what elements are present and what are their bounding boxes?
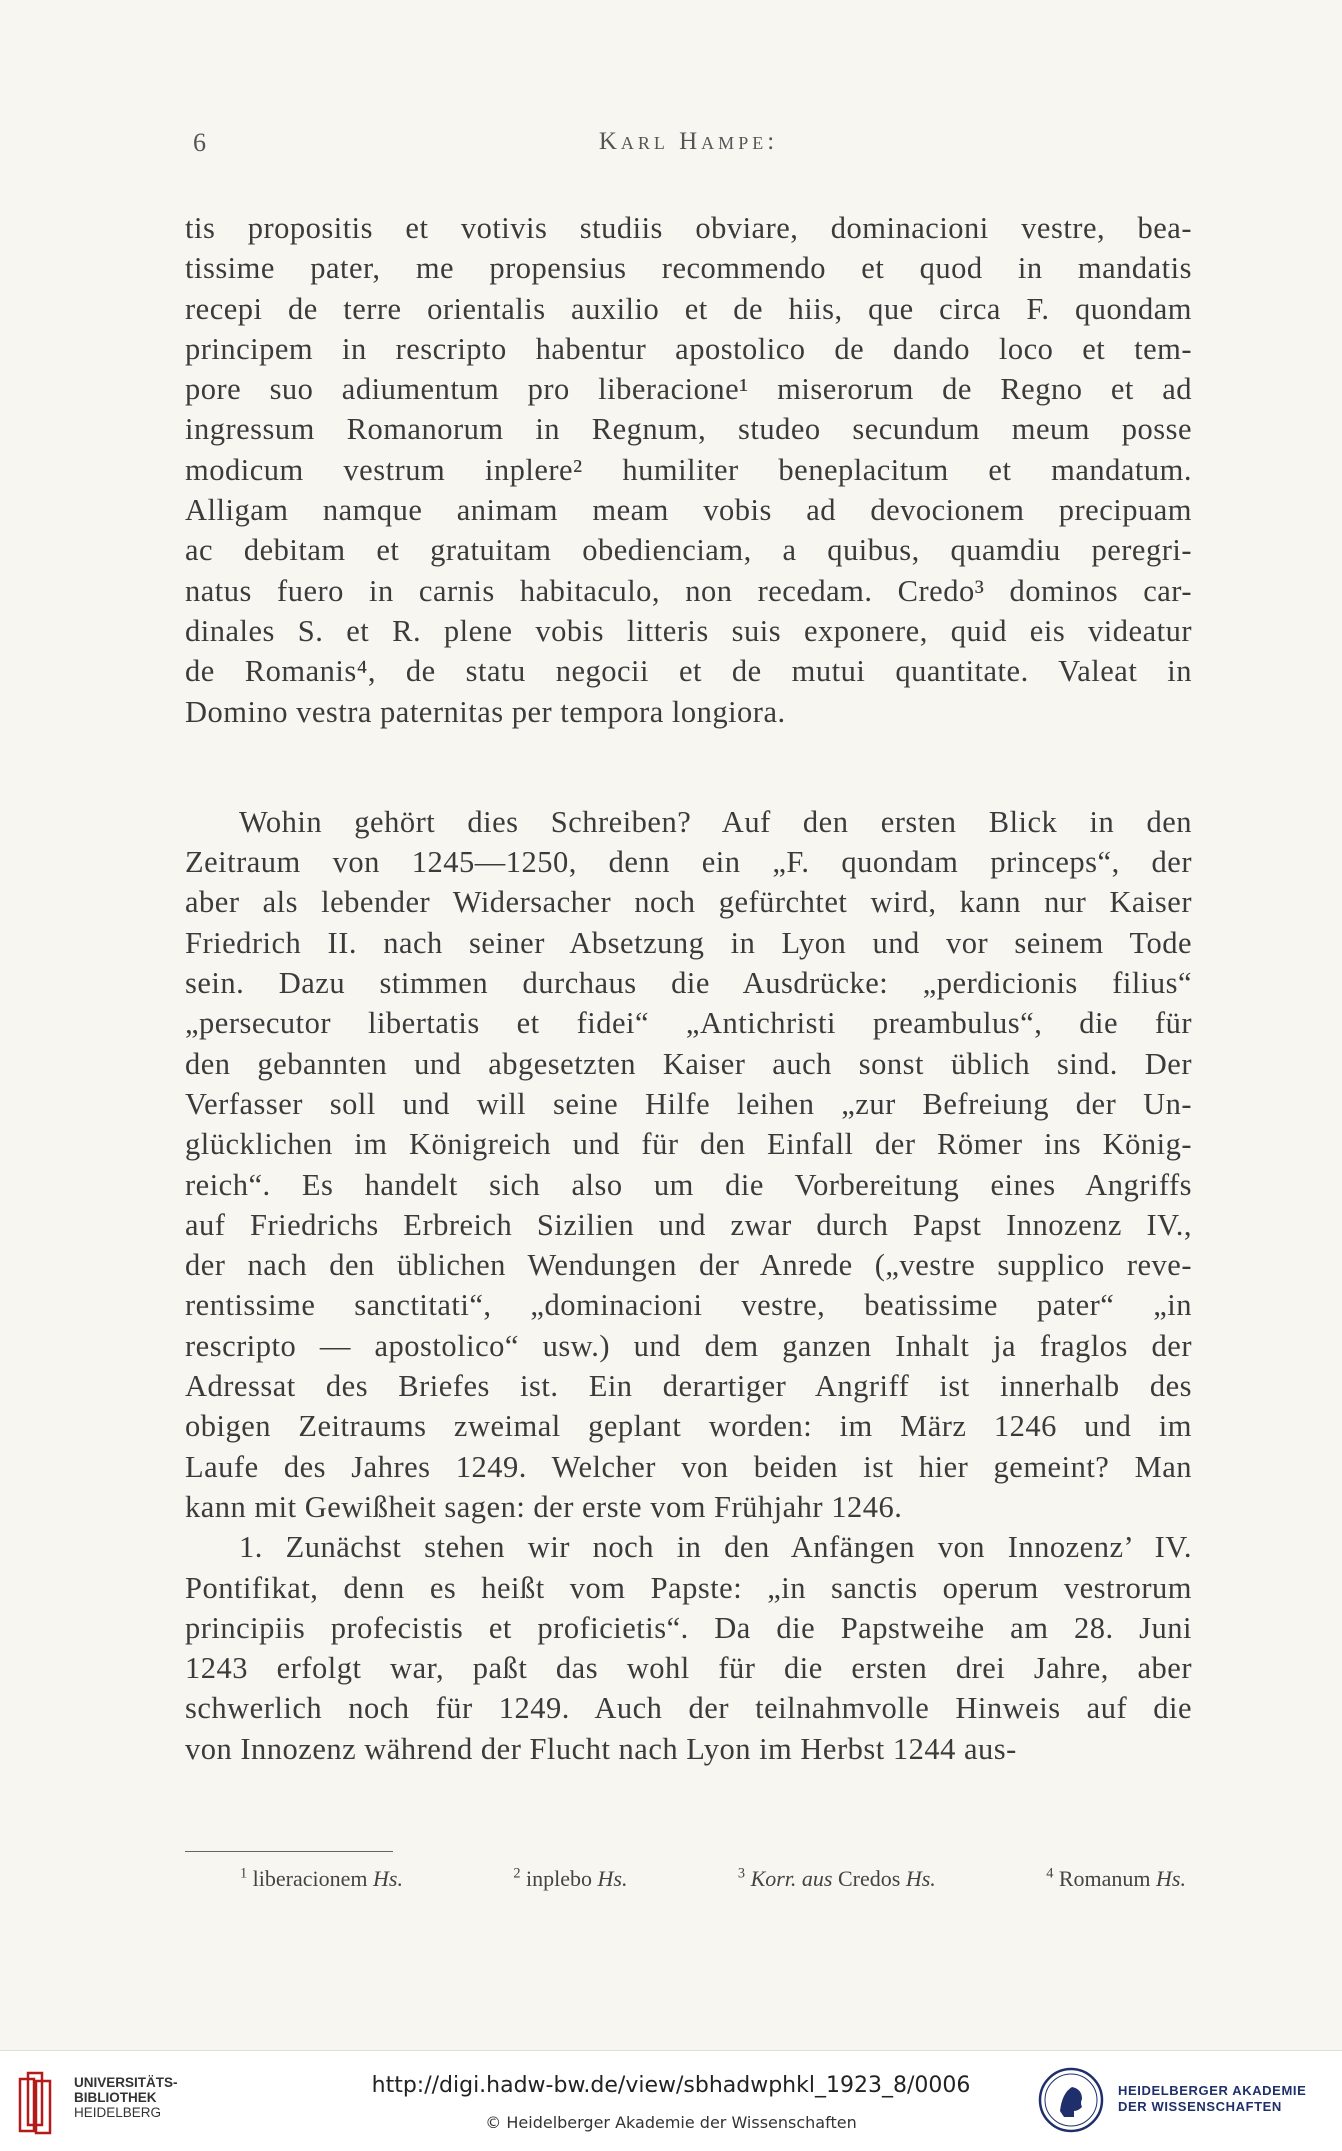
text-line: obigen Zeitraums zweimal geplant worden: im März 1246 und im [185, 1409, 1192, 1444]
text-line: sein. Dazu stimmen durchaus die Ausdrücke: „perdicionis filius“ [185, 966, 1192, 1001]
page-number: 6 [193, 128, 207, 157]
academy-seal-icon [1038, 2067, 1104, 2133]
text-line: der nach den üblichen Wendungen der Anrede („vestre supplico reve- [185, 1248, 1192, 1283]
footnote-3: $^3$ Korr. aus Credos Hs. [737, 1865, 936, 1891]
running-title: Karl Hampe: [598, 128, 779, 155]
page-body [185, 208, 1192, 1769]
footnote-rule [185, 1851, 393, 1852]
text-line: Alligam namque animam meam vobis ad devocionem precipuam [185, 493, 1192, 528]
commentary-paragraph [185, 802, 1192, 1527]
text-line: recepi de terre orientalis auxilio et de hiis, que circa F. quondam [185, 291, 1192, 326]
text-line: Pontifikat, denn es heißt vom Papste: „in sanctis operum vestrorum [185, 1570, 1192, 1605]
text-line: de Romanis⁴, de statu negocii et de mutui quantitate. Valeat in [185, 654, 1192, 689]
footnote-4: $^4$ Romanum Hs. [1046, 1865, 1186, 1891]
text-line: Domino vestra paternitas per tempora longiora. [185, 694, 786, 729]
text-line: pore suo adiumentum pro liberacione¹ miserorum de Regno et ad [185, 372, 1192, 407]
text-line: ac debitam et gratuitam obedienciam, a quibus, quamdiu peregri- [185, 533, 1192, 568]
latin-letter-paragraph [185, 208, 1192, 732]
text-line: Adressat des Briefes ist. Ein derartiger Angriff ist innerhalb des [185, 1369, 1192, 1404]
text-line: principiis profecistis et proficietis“. Da die Papstweihe am 28. Juni [185, 1610, 1192, 1645]
text-line: kann mit Gewißheit sagen: der erste vom Frühjahr 1246. [185, 1489, 903, 1524]
text-line: natus fuero in carnis habitaculo, non recedam. Credo³ dominos car- [185, 573, 1192, 608]
text-line: schwerlich noch für 1249. Auch der teilnahmvolle Hinweis auf die [185, 1691, 1192, 1726]
text-line: rescripto — apostolico“ usw.) und dem ganzen Inhalt ja fraglos der [185, 1328, 1192, 1363]
page-header [185, 128, 1192, 168]
text-line: dinales S. et R. plene vobis litteris suis exponere, quid eis videatur [185, 613, 1192, 648]
viewer-footer [0, 2050, 1342, 2151]
text-line: „persecutor libertatis et fidei“ „Antichristi preambulus“, die für [185, 1006, 1192, 1041]
text-line: Friedrich II. nach seiner Absetzung in Lyon und vor seinem Tode [185, 925, 1192, 960]
text-line: von Innozenz während der Flucht nach Lyon im Herbst 1244 aus- [185, 1731, 1017, 1766]
academy-name: HEIDELBERGER AKADEMIE DER WISSENSCHAFTEN [1118, 2083, 1307, 2114]
text-line: glücklichen im Königreich und für den Einfall der Römer ins König- [185, 1127, 1192, 1162]
footnote-1: $^1$ liberacionem Hs. [240, 1865, 403, 1891]
library-name: UNIVERSITÄTS- BIBLIOTHEK HEIDELBERG [74, 2075, 178, 2120]
numbered-argument-paragraph [185, 1527, 1192, 1769]
text-line: Wohin gehört dies Schreiben? Auf den ersten Blick in den [239, 804, 1192, 839]
text-line: auf Friedrichs Erbreich Sizilien und zwar durch Papst Innozenz IV., [185, 1207, 1192, 1242]
text-line: ingressum Romanorum in Regnum, studeo secundum meum posse [185, 412, 1192, 447]
text-line: tissime pater, me propensius recommendo et quod in mandatis [185, 251, 1192, 286]
footnote-2: $^2$ inplebo Hs. [513, 1865, 628, 1891]
footnotes [185, 1866, 1192, 1892]
text-line: 1243 erfolgt war, paßt das wohl für die ersten drei Jahre, aber [185, 1651, 1192, 1686]
text-line: principem in rescripto habentur apostolico de dando loco et tem- [185, 331, 1192, 366]
text-line: Zeitraum von 1245—1250, denn ein „F. quondam princeps“, der [185, 845, 1192, 880]
text-line: reich“. Es handelt sich also um die Vorbereitung eines Angriffs [185, 1167, 1192, 1202]
text-line: Verfasser soll und will seine Hilfe leihen „zur Befreiung der Un- [185, 1086, 1192, 1121]
text-line: tis propositis et votivis studiis obviare, dominacioni vestre, bea- [185, 211, 1192, 245]
text-line: modicum vestrum inplere² humiliter beneplacitum et mandatum. [185, 452, 1192, 487]
copyright-notice: © Heidelberger Akademie der Wissenschaften [485, 2113, 857, 2132]
text-line: aber als lebender Widersacher noch gefürchtet wird, kann nur Kaiser [185, 885, 1192, 920]
permalink-url[interactable]: http://digi.hadw-bw.de/view/sbhadwphkl_1923_8/0006 [371, 2073, 971, 2098]
text-line: 1. Zunächst stehen wir noch in den Anfängen von Innozenz’ IV. [239, 1530, 1192, 1565]
text-line: rentissime sanctitati“, „dominacioni vestre, beatissime pater“ „in [185, 1288, 1192, 1323]
text-line: Laufe des Jahres 1249. Welcher von beiden ist hier gemeint? Man [185, 1449, 1192, 1484]
text-line: den gebannten und abgesetzten Kaiser auch sonst üblich sind. Der [185, 1046, 1192, 1081]
